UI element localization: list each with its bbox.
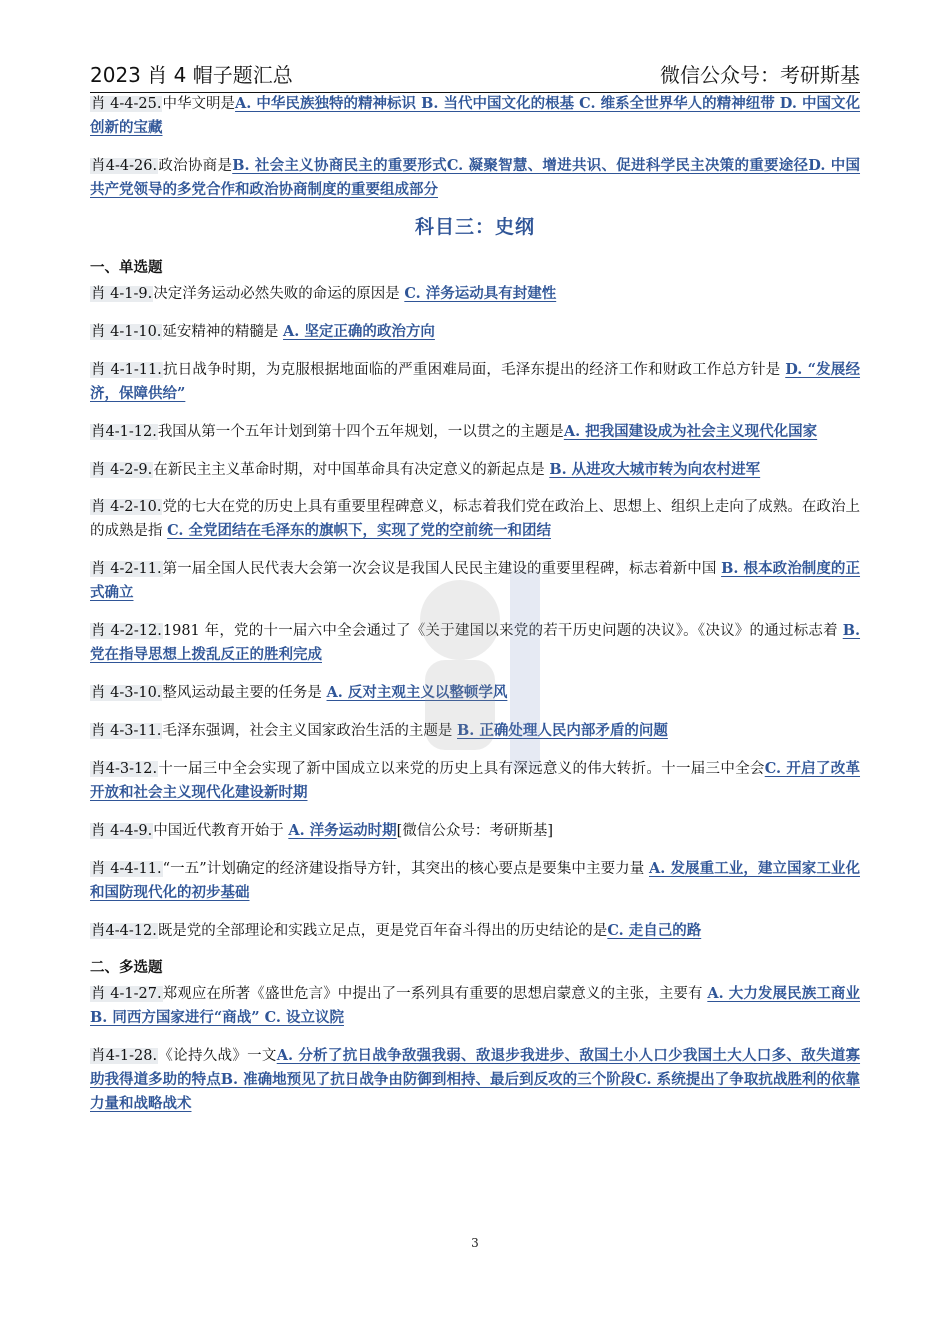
question-id: 肖 4-4-9. [91, 823, 153, 839]
question-stem: 《论持久战》一文 [158, 1048, 277, 1064]
question-id: 肖4-1-28. [91, 1048, 158, 1064]
question-id: 肖 4-4-25. [91, 96, 162, 112]
question-answer: C. 全党团结在毛泽东的旗帜下，实现了党的空前统一和团结 [167, 522, 551, 539]
question-item [90, 458, 860, 482]
question-answer: A. 大力发展民族工商业 B. 同西方国家进行“商战” C. 设立议院 [90, 985, 860, 1026]
header-wechat: 微信公众号：考研斯基 [660, 63, 860, 87]
question-item [90, 819, 860, 843]
page-number: 3 [471, 1236, 479, 1250]
question-item [90, 358, 860, 406]
question-stem: 中国近代教育开始于 [153, 823, 289, 839]
question-item [90, 681, 860, 705]
question-stem: 1981 年，党的十一届六中全会通过了《关于建国以来党的若干历史问题的决议》。《决议》的通过标志着 [162, 623, 843, 639]
question-stem: 政治协商是 [158, 158, 233, 174]
question-item [90, 857, 860, 905]
question-stem: 郑观应在所著《盛世危言》中提出了一系列具有重要的思想启蒙意义的主张，主要有 [162, 986, 708, 1002]
question-stem: 抗日战争时期，为克服根据地面临的严重困难局面，毛泽东提出的经济工作和财政工作总方针是 [162, 362, 786, 378]
question-stem: 决定洋务运动必然失败的命运的原因是 [153, 286, 405, 302]
question-stem: 延安精神的精髓是 [162, 324, 284, 340]
question-stem: 十一届三中全会实现了新中国成立以来党的历史上具有深远意义的伟大转折。十一届三中全会 [158, 761, 765, 777]
question-answer: B. 社会主义协商民主的重要形式C. 凝聚智慧、增进共识、促进科学民主决策的重要途径D. 中国共产党领导的多党合作和政治协商制度的重要组成部分 [90, 157, 861, 198]
question-id: 肖 4-2-9. [91, 462, 153, 478]
question-id: 肖 4-1-10. [91, 324, 162, 340]
section-title: 科目三：史纲 [414, 216, 535, 238]
question-answer: A. 把我国建设成为社会主义现代化国家 [563, 423, 818, 440]
question-item [90, 154, 860, 202]
question-id: 肖 4-1-27. [91, 986, 162, 1002]
question-answer: C. 走自己的路 [607, 922, 702, 939]
question-item [90, 619, 860, 667]
question-item [90, 982, 860, 1030]
header-title: 2023 肖 4 帽子题汇总 [90, 63, 293, 87]
question-answer: C. 洋务运动具有封建性 [404, 285, 557, 302]
question-id: 肖 4-2-10. [91, 499, 162, 515]
question-stem: 中华文明是 [162, 96, 236, 112]
single-choice-heading: 一、单选题 [90, 260, 163, 276]
single-choice-list [90, 282, 860, 943]
question-item [90, 320, 860, 344]
question-answer: A. 分析了抗日战争敌强我弱、敌退步我进步、敌国土小人口少我国土大人口多、敌失道寡助我得道多助的特点B. 准确地预见了抗日战争由防御到相持、最后到反攻的三个阶段C. 系统提出了争取抗战胜利的依靠力量和战略战术 [90, 1047, 861, 1112]
question-answer: B. 根本政治制度的正式确立 [90, 560, 861, 601]
question-answer: B. 从进攻大城市转为向农村进军 [549, 461, 761, 478]
question-item [90, 757, 860, 805]
question-item [90, 919, 860, 943]
question-stem: 党的七大在党的历史上具有重要里程碑意义，标志着我们党在政治上、思想上、组织上走向了成熟。在政治上的成熟是指 [90, 499, 860, 539]
question-answer: A. 坚定正确的政治方向 [283, 323, 435, 340]
question-item [90, 719, 860, 743]
question-id: 肖 4-1-11. [91, 362, 162, 378]
question-stem: 我国从第一个五年计划到第十四个五年规划，一以贯之的主题是 [157, 424, 564, 440]
question-answer: A. 反对主观主义以整顿学风 [326, 684, 508, 701]
question-item [90, 1044, 860, 1116]
question-stem: 整风运动最主要的任务是 [162, 685, 327, 701]
multi-choice-list [90, 982, 860, 1116]
question-stem: 第一届全国人民代表大会第一次会议是我国人民民主建设的重要里程碑，标志着新中国 [162, 561, 722, 577]
question-item [90, 557, 860, 605]
question-item [90, 496, 860, 543]
top-question-list [90, 92, 860, 202]
question-answer: A. 发展重工业，建立国家工业化和国防现代化的初步基础 [90, 860, 860, 901]
question-id: 肖 4-2-11. [91, 561, 162, 577]
question-id: 肖 4-2-12. [91, 623, 162, 639]
question-id: 肖4-4-26. [91, 158, 158, 174]
question-note: [微信公众号：考研斯基] [396, 823, 553, 839]
question-id: 肖 4-1-9. [91, 286, 153, 302]
question-answer: B. 正确处理人民内部矛盾的问题 [457, 722, 668, 739]
question-answer: C. 开启了改革开放和社会主义现代化建设新时期 [90, 760, 861, 801]
question-id: 肖4-3-12. [91, 761, 158, 777]
question-stem: 在新民主主义革命时期，对中国革命具有决定意义的新起点是 [153, 462, 550, 478]
question-stem: 既是党的全部理论和实践立足点，更是党百年奋斗得出的历史结论的是 [157, 923, 608, 939]
question-stem: 毛泽东强调，社会主义国家政治生活的主题是 [162, 723, 458, 739]
question-answer: A. 中华民族独特的精神标识 B. 当代中国文化的根基 C. 维系全世界华人的精神纽带 D. 中国文化创新的宝藏 [90, 95, 861, 136]
multi-choice-heading: 二、多选题 [90, 960, 163, 976]
question-answer: D. “发展经济，保障供给” [90, 361, 861, 402]
question-item [90, 282, 860, 306]
page-content [90, 92, 860, 1130]
question-id: 肖4-4-12. [91, 923, 157, 939]
question-item [90, 92, 860, 140]
question-id: 肖 4-3-11. [91, 723, 162, 739]
question-answer: A. 洋务运动时期 [288, 822, 397, 839]
question-stem: “一五”计划确定的经济建设指导方针，其突出的核心要点是要集中主要力量 [162, 861, 650, 877]
question-id: 肖4-1-12. [91, 424, 157, 440]
question-id: 肖 4-4-11. [91, 861, 162, 877]
question-item [90, 420, 860, 444]
page-header [90, 58, 860, 93]
question-id: 肖 4-3-10. [91, 685, 162, 701]
question-answer: B. 党在指导思想上拨乱反正的胜利完成 [90, 622, 861, 663]
